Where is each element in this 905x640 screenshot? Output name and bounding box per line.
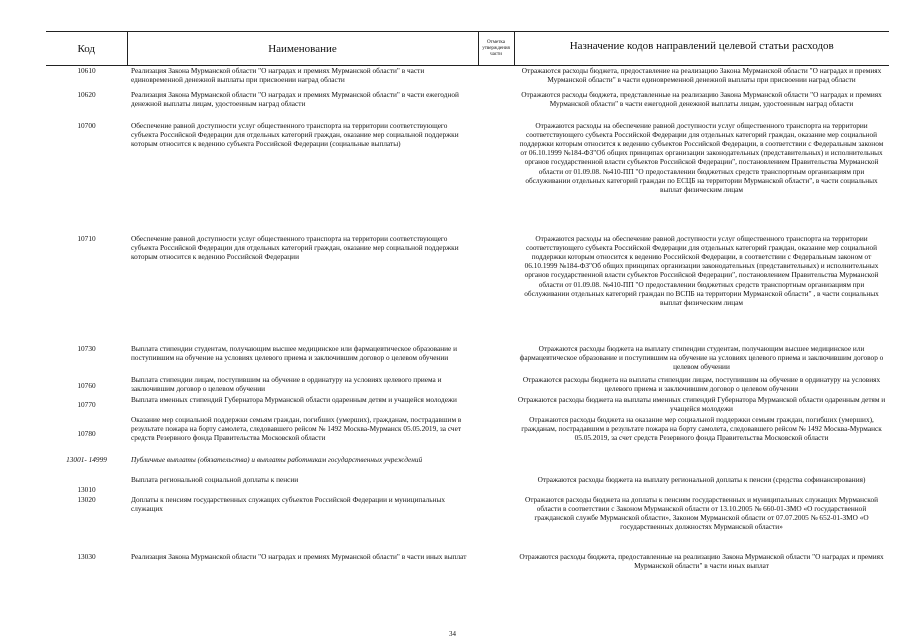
row-description: Отражаются расходы бюджета на выплату стипендии студентам, получающим высшее медицинское или фармацевтическое образование и поступившим на обучение на условиях целевого приема и заключившим договор о целевом обучении [519, 343, 884, 371]
row-name: Обеспечение равной доступности услуг общественного транспорта на территории соответствующего субъекта Российской Федерации для отдельных категорий граждан, оказание мер социальной поддержки которым относится к ведению субъекта Российской Федерации (социальные выплаты) [131, 120, 459, 148]
row-mark [478, 475, 514, 495]
row-code: 10770 [77, 399, 96, 409]
table-row [46, 415, 889, 455]
row-name: Выплата региональной социальной доплаты к пенсии [131, 474, 299, 484]
row-name: Выплата именных стипендий Губернатора Мурманской области одаренным детям и учащейся молодежи [131, 394, 457, 404]
row-code: 10700 [77, 120, 96, 130]
row-mark [478, 344, 514, 375]
row-mark [478, 455, 514, 475]
row-name: Обеспечение равной доступности услуг общественного транспорта на территории соответствующего субъекта Российской Федерации для отдельных категорий граждан, оказание мер социальной поддержки которым относится к ведению Российской Федерации [131, 233, 459, 261]
table-row [46, 495, 889, 552]
row-code: 10760 [77, 380, 96, 390]
row-mark [478, 395, 514, 415]
row-name: Публичные выплаты (обязательства) и выплаты работникам государственных учреждений [131, 454, 423, 464]
table-row [46, 66, 889, 90]
table-row [46, 234, 889, 344]
row-description: Отражаются расходы бюджета, предоставленные на реализацию Закона Мурманской области "О наградах и премиях Мурманской области" в части иных выплат [519, 551, 884, 570]
row-code: 10730 [77, 343, 96, 353]
row-code: 13030 [77, 551, 96, 561]
table-row [46, 90, 889, 121]
table-header-row [46, 32, 889, 66]
row-description: Отражаются расходы бюджета на выплату региональной доплаты к пенсии (средства софинансирования) [537, 474, 866, 484]
row-description: Отражаются расходы бюджета на доплаты к пенсиям государственных и муниципальных служащих Мурманской области в соответствии с Законом Мурманской области от 13.10.2005 № 660-01-ЗМО «О государственной гражданской службе Мурманской области», Законом Мурманской области от 07.07.2005 № 652-01-ЗМО «О государственных должностях Мурманской области» [524, 494, 879, 532]
row-code: 10610 [77, 66, 96, 75]
row-code: 13010 [77, 484, 96, 494]
row-code: 13001- 14999 [66, 454, 107, 464]
row-description: Отражаются расходы бюджета на выплаты именных стипендий Губернатора Мурманской области одаренным детям и учащейся молодежи [517, 394, 886, 413]
row-code: 10710 [77, 233, 96, 243]
row-mark [478, 552, 514, 576]
row-name: Доплаты к пенсиям государственных служащих субъектов Российской Федерации и муниципальных служащих [131, 494, 446, 513]
row-mark [478, 234, 514, 344]
table-row [46, 375, 889, 395]
row-name: Выплата стипендии студентам, получающим высшее медицинское или фармацевтическое образование и поступившим на обучение на условиях целевого приема и заключившим договор о целевом обучении [131, 343, 457, 362]
table-row [46, 121, 889, 234]
row-name: Реализация Закона Мурманской области "О наградах и премиях Мурманской области" в части единовременной денежной выплаты при присвоении наград области [131, 66, 425, 85]
table-row [46, 475, 889, 495]
row-description: Отражаются расходы на обеспечение равной доступности услуг общественного транспорта на территории соответствующего субъекта Российской Федерации для отдельных категорий граждан, оказание мер социальной поддержки которым относится к ведению Российской Федерации, в соответствии с Федеральным законом от 06.10.1999 №184-ФЗ"Об общих принципах организации законодательных (представительных) и исполнительных органов государственной власти субъектов Российской Федерации", постановлением Правительства Мурманской области от 01.09.08. №410-ПП "О предоставлении бюджетных средств транспортным организациям при обслуживании отдельных категорий граждан по ВСПБ на территории Мурманской области" , в части социальных выплат физическим лицам [524, 233, 879, 307]
table-row [46, 395, 889, 415]
row-description: Отражаются расходы бюджета, представленные на реализацию Закона Мурманской области "О наградах и премиях Мурманской области" в части ежегодной денежной выплаты лицам, удостоенным наград области [521, 89, 882, 108]
row-mark [478, 121, 514, 234]
row-mark [478, 375, 514, 395]
table-row [46, 344, 889, 375]
row-code: 10620 [77, 89, 96, 99]
row-code: 10780 [77, 428, 96, 438]
header-description: Назначение кодов направлений целевой статьи расходов [514, 32, 889, 66]
row-description: Отражаются расходы бюджета на оказание мер социальной поддержки семьям граждан, погибших (умерших), гражданам, пострадавшим в результате пожара на борту самолета, следовавшего рейсом № 1492 Москва-Мурманск 05.05.2019, за счет средств Резервного фонда Правительства Московской области [521, 414, 882, 442]
table-row [46, 455, 889, 475]
page-number: 34 [449, 630, 456, 638]
row-mark [478, 415, 514, 455]
row-mark [478, 66, 514, 90]
row-mark [478, 90, 514, 121]
row-code: 13020 [77, 494, 96, 504]
row-description [514, 455, 889, 475]
row-mark [478, 495, 514, 552]
row-description: Отражаются расходы бюджета на выплаты стипендии лицам, поступившим на обучение в ординатуру на условиях целевого приема и заключившим договор о целевом обучении [522, 374, 881, 393]
table-row [46, 552, 889, 576]
header-mark: Отметка утверждения части [478, 32, 514, 66]
row-name: Оказание мер социальной поддержки семьям граждан, погибших (умерших), гражданам, пострадавшим в результате пожара на борту самолета, следовавшего рейсом № 1492 Москва-Мурманск 05.05.2019, за счет средств Резервного фонда Правительства Московской области [131, 414, 462, 442]
row-name: Реализация Закона Мурманской области "О наградах и премиях Мурманской области" в части ежегодной денежной выплаты лицам, удостоенным наград области [131, 89, 459, 108]
row-name: Выплата стипендии лицам, поступившим на обучение в ординатуру на условиях целевого приема и заключившим договор о целевом обучении [131, 374, 442, 393]
row-description: Отражаются расходы на обеспечение равной доступности услуг общественного транспорта на территории соответствующего субъекта Российской Федерации для отдельных категорий граждан, оказание мер социальной поддержки которым относится к ведению субъектов Российской Федерации, в соответствии с Федеральным законом от 06.10.1999 №184-ФЗ"Об общих принципах организации законодательных (представительных) и исполнительных органов государственной власти субъектов Российской Федерации", постановлением Правительства Мурманской области от 01.09.08. №410-ПП "О предоставлении бюджетных средств транспортным организациям при обслуживании отдельных категорий граждан по ЕСЦБ на территории Мурманской области", в части социальных выплат физическим лицам [519, 120, 884, 194]
row-name: Реализация Закона Мурманской области "О наградах и премиях Мурманской области" в части иных выплат [131, 551, 467, 561]
row-description: Отражаются расходы бюджета, предоставление на реализацию Закона Мурманской области "О наградах и премиях Мурманской области" в части единовременной денежной выплаты при присвоении наград области [521, 66, 882, 85]
budget-codes-table [46, 31, 889, 576]
header-code: Код [46, 32, 127, 66]
header-name: Наименование [127, 32, 478, 66]
